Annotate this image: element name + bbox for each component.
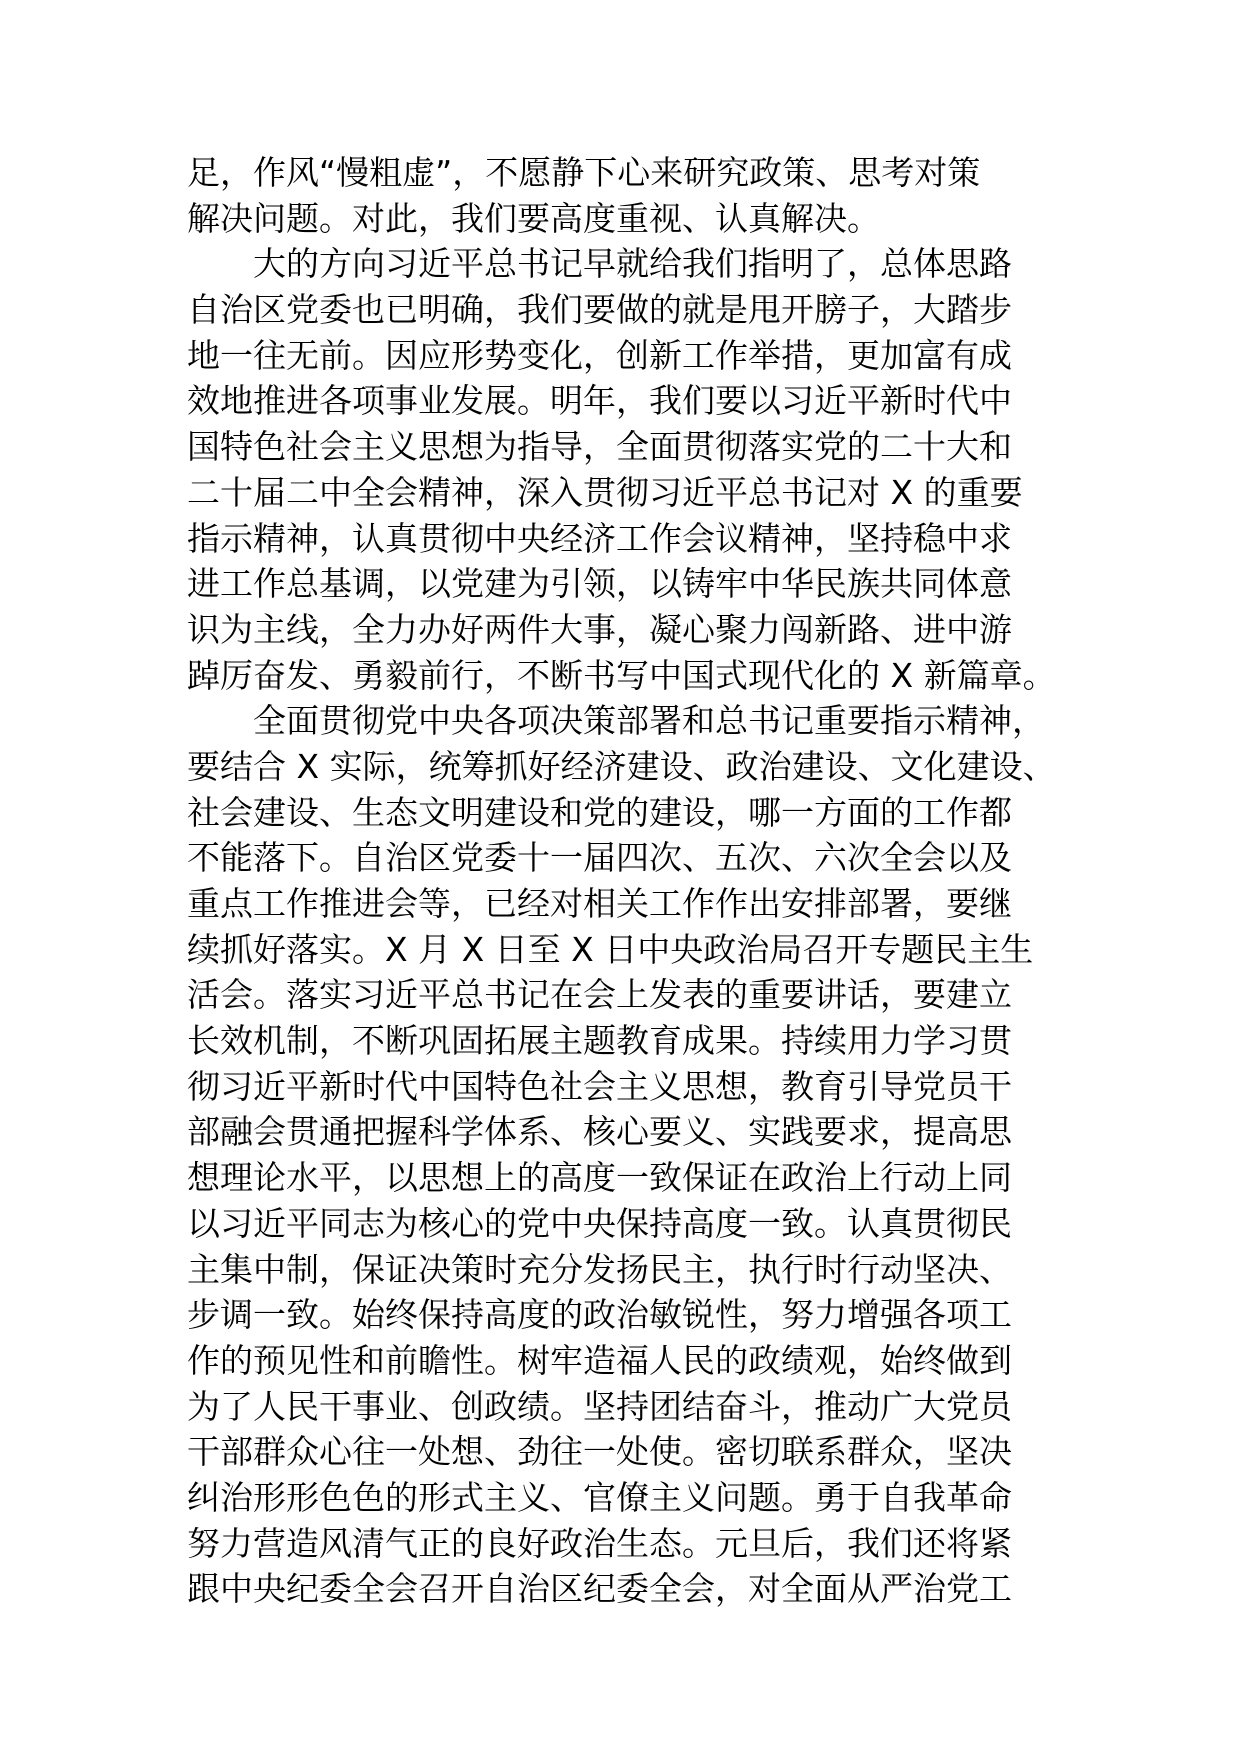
text-line: 不能落下。自治区党委十一届四次、五次、六次全会以及 xyxy=(187,838,1012,878)
text-line: 活会。落实习近平总书记在会上发表的重要讲话，要建立 xyxy=(187,975,1012,1015)
text-line: 作的预见性和前瞻性。树牢造福人民的政绩观，始终做到 xyxy=(187,1340,1012,1380)
text-line: 跟中央纪委全会召开自治区纪委全会，对全面从严治党工 xyxy=(187,1569,1012,1609)
text-line: 长效机制，不断巩固拓展主题教育成果。持续用力学习贯 xyxy=(187,1021,1012,1061)
text-line: 地一往无前。因应形势变化，创新工作举措，更加富有成 xyxy=(187,335,1012,375)
text-line: 国特色社会主义思想为指导，全面贯彻落实党的二十大和 xyxy=(187,427,1012,467)
text-line: 二十届二中全会精神，深入贯彻习近平总书记对 X 的重要 xyxy=(187,472,1023,512)
text-line: 进工作总基调，以党建为引领，以铸牢中华民族共同体意 xyxy=(187,564,1012,604)
text-line: 以习近平同志为核心的党中央保持高度一致。认真贯彻民 xyxy=(187,1203,1012,1243)
text-line: 全面贯彻党中央各项决策部署和总书记重要指示精神， xyxy=(187,701,1045,741)
text-line: 纠治形形色色的形式主义、官僚主义问题。勇于自我革命 xyxy=(187,1477,1012,1517)
text-line: 大的方向习近平总书记早就给我们指明了，总体思路 xyxy=(187,244,1012,284)
text-line: 踔厉奋发、勇毅前行，不断书写中国式现代化的 X 新篇章。 xyxy=(187,655,1056,695)
body-text xyxy=(187,150,1067,1612)
text-line: 识为主线，全力办好两件大事，凝心聚力闯新路、进中游 xyxy=(187,609,1012,649)
text-line: 要结合 X 实际，统筹抓好经济建设、政治建设、文化建设、 xyxy=(187,746,1056,786)
text-line: 为了人民干事业、创政绩。坚持团结奋斗，推动广大党员 xyxy=(187,1386,1012,1426)
text-line: 步调一致。始终保持高度的政治敏锐性，努力增强各项工 xyxy=(187,1295,1012,1335)
text-line: 彻习近平新时代中国特色社会主义思想，教育引导党员干 xyxy=(187,1066,1012,1106)
text-line: 足，作风“慢粗虚”，不愿静下心来研究政策、思考对策 xyxy=(187,153,981,192)
text-line: 重点工作推进会等，已经对相关工作作出安排部署，要继 xyxy=(187,884,1012,923)
text-line: 续抓好落实。X 月 X 日至 X 日中央政治局召开专题民主生 xyxy=(187,929,1034,969)
text-line: 主集中制，保证决策时充分发扬民主，执行时行动坚决、 xyxy=(187,1249,1012,1289)
text-line: 社会建设、生态文明建设和党的建设，哪一方面的工作都 xyxy=(187,792,1012,832)
text-line: 想理论水平，以思想上的高度一致保证在政治上行动上同 xyxy=(187,1158,1012,1198)
text-line: 解决问题。对此，我们要高度重视、认真解决。 xyxy=(187,198,880,238)
text-line: 干部群众心往一处想、劲往一处使。密切联系群众，坚决 xyxy=(187,1432,1012,1472)
text-line: 指示精神，认真贯彻中央经济工作会议精神，坚持稳中求 xyxy=(187,518,1012,558)
text-line: 部融会贯通把握科学体系、核心要义、实践要求，提高思 xyxy=(187,1112,1012,1152)
text-line: 自治区党委也已明确，我们要做的就是甩开膀子，大踏步 xyxy=(187,290,1012,330)
text-line: 努力营造风清气正的良好政治生态。元旦后，我们还将紧 xyxy=(187,1523,1012,1563)
text-line: 效地推进各项事业发展。明年，我们要以习近平新时代中 xyxy=(187,381,1012,421)
